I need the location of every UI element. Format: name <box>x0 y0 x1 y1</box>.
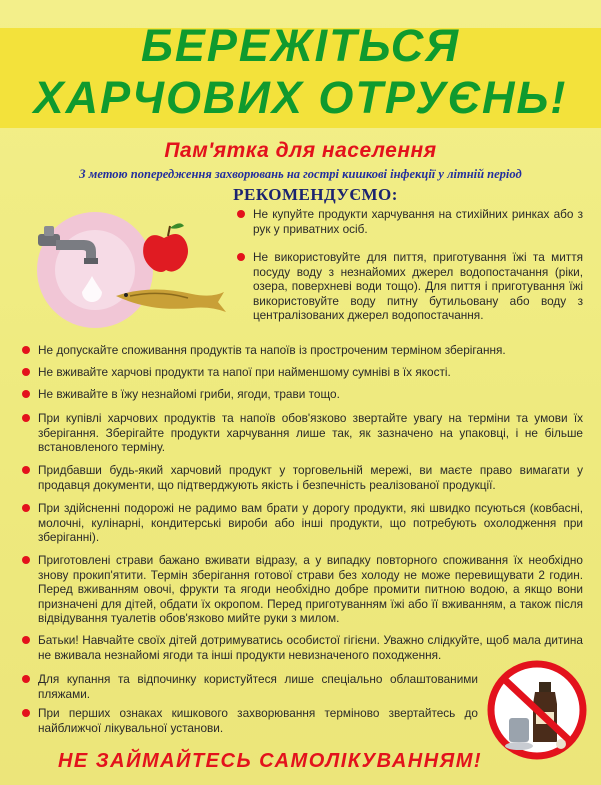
list-item: Придбавши будь-який харчовий продукт у торговельній мережі, ви маєте право вимагати у продавця документи, що підтверджують якість і безпечність реалізованої продукції. <box>18 463 583 492</box>
bullet-icon <box>22 346 30 354</box>
apple-icon <box>143 223 188 272</box>
list-item: Не допускайте споживання продуктів та напоїв із простроченим терміном зберігання. <box>18 343 583 358</box>
list-item: Батьки! Навчайте своїх дітей дотримуватись особистої гігієни. Уважно слідкуйте, щоб мала дитина не вживала незнайомі ягоди та інші продукти невизначеного походження. <box>18 633 583 662</box>
bullet-icon <box>22 368 30 376</box>
bullet-icon <box>237 210 245 218</box>
bullet-icon <box>22 390 30 398</box>
list-item: Не купуйте продукти харчування на стихійних ринках або з рук у приватних осіб. <box>233 207 583 236</box>
footer-warning: НЕ ЗАЙМАЙТЕСЬ САМОЛІКУВАННЯМ! <box>57 750 483 772</box>
list-item: При перших ознаках кишкового захворювання терміново звертайтесь до найближчої лікувальної установи. <box>18 706 478 735</box>
bullet-icon <box>22 414 30 422</box>
list-item: При купівлі харчових продуктів та напоїв обов'язково звертайте увагу на терміни та умови їх зберігання. Зберігайте продукти харчування лише так, як зазначено на упаковці, і не більше встановленого терміну. <box>18 411 583 455</box>
no-self-medication-sign-icon <box>487 660 587 760</box>
list-item: Приготовлені страви бажано вживати відразу, а у випадку повторного споживання їх необхідно знову прокип'ятити. Термін зберігання готової страви без холоду не може перевищувати 2 годин. Перед вживанням овочі, фрукти та ягоди необхідно добре промити питною водою, а якщо вони призначені для дітей, обдати їх окропом. Перед приготуванням їжі або її вживанням, а також після відвідування туалетів обов'язково мийте руки з милом. <box>18 553 583 626</box>
list-item: При здійсненні подорожі не радимо вам брати у дорогу продукти, які швидко псуються (ковбасні, молочні, кулінарні, кондитерські вироби або інші продукти, що потребують охолодження при зберіганні). <box>18 501 583 545</box>
bullet-icon <box>22 556 30 564</box>
bullet-icon <box>22 709 30 717</box>
faucet-apple-fish-illustration <box>20 200 240 330</box>
water-circle-icon <box>37 212 153 328</box>
list-item: Не вживайте в їжу незнайомі гриби, ягоди, трави тощо. <box>18 387 583 402</box>
bullet-icon <box>22 504 30 512</box>
title-line-1: БЕРЕЖІТЬСЯ <box>140 20 461 71</box>
list-item: Для купання та відпочинку користуйтеся лише спеціально облаштованими пляжами. <box>18 672 478 701</box>
bullet-icon <box>22 466 30 474</box>
subtitle: Пам'ятка для населення <box>164 139 437 162</box>
title-line-2: ХАРЧОВИХ ОТРУЄНЬ! <box>33 72 568 123</box>
purpose-text: З метою попередження захворювань на гострі кишкові інфекції у літній період <box>79 167 522 181</box>
list-item: Не використовуйте для пиття, приготування їжі та миття посуду воду з незнайомих джерел водопостачання (ріки, озера, поверхневі води тощо). Для пиття і приготування їжі використовуйте воду питну бутильовану або воду з централізованих джерел водопостачання. <box>233 250 583 323</box>
bullet-icon <box>22 636 30 644</box>
recommend-heading: РЕКОМЕНДУЄМО: <box>233 185 398 204</box>
list-item: Не вживайте харчові продукти та напої при найменшому сумніві в їх якості. <box>18 365 583 380</box>
page-title <box>0 20 601 124</box>
bullet-icon <box>22 675 30 683</box>
bullet-icon <box>237 253 245 261</box>
